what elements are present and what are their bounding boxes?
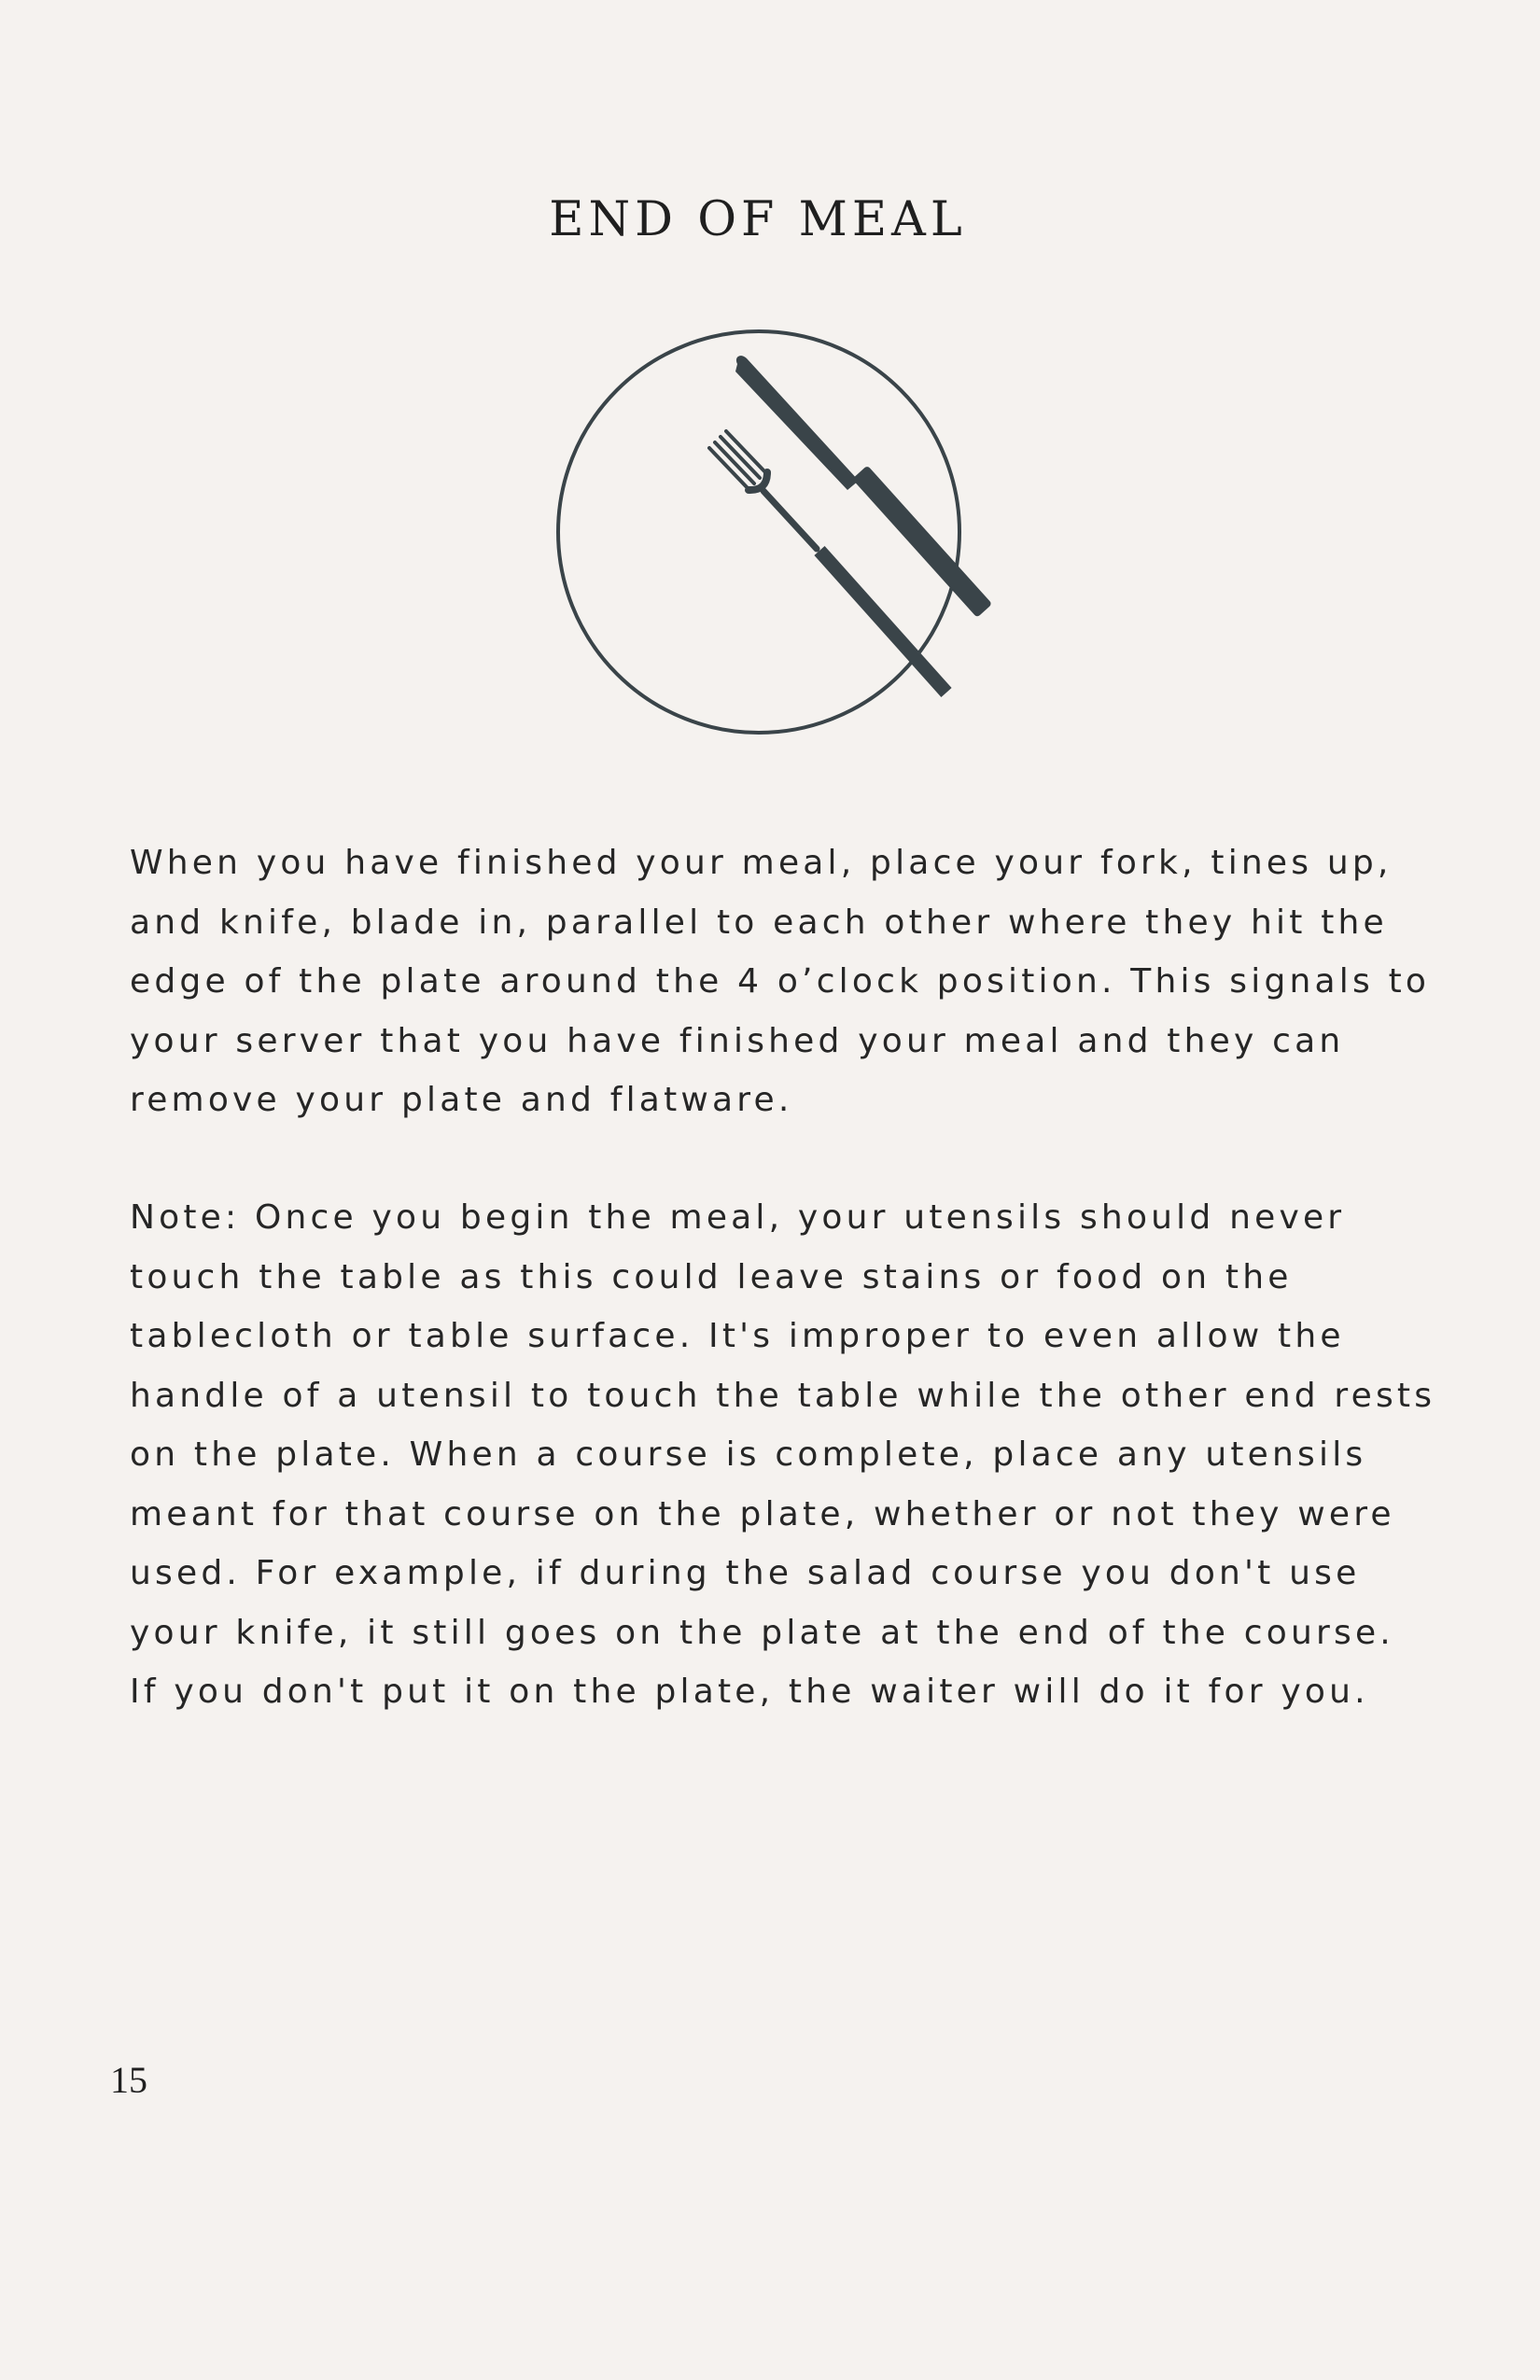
- page-title: END OF MEAL: [549, 192, 967, 247]
- fork-icon: [709, 431, 946, 693]
- body-paragraph: When you have finished your meal, place your fork, tines up, and knife, blade in, parallel to each other where they hit the edge of the plate around the 4 o’clock position. This signals to your server that you have finished your meal and they can remove your plate and flatware.: [130, 844, 1431, 1119]
- note-paragraph: Note: Once you begin the meal, your utensils should never touch the table as this could leave stains or food on the tablecloth or table surface. It's improper to even allow the handle of a utensil to touch the table while the other end rests on the plate. When a course is complete, place any utensils meant for that course on the plate, whether or not they were used. For example, if during the salad course you don't use your knife, it still goes on the plate at the end of the course. If you don't put it on the plate, the waiter will do it for you.: [130, 1198, 1436, 1711]
- page-number: 15: [110, 2059, 147, 2101]
- plate-with-fork-and-knife-icon: [551, 327, 1008, 747]
